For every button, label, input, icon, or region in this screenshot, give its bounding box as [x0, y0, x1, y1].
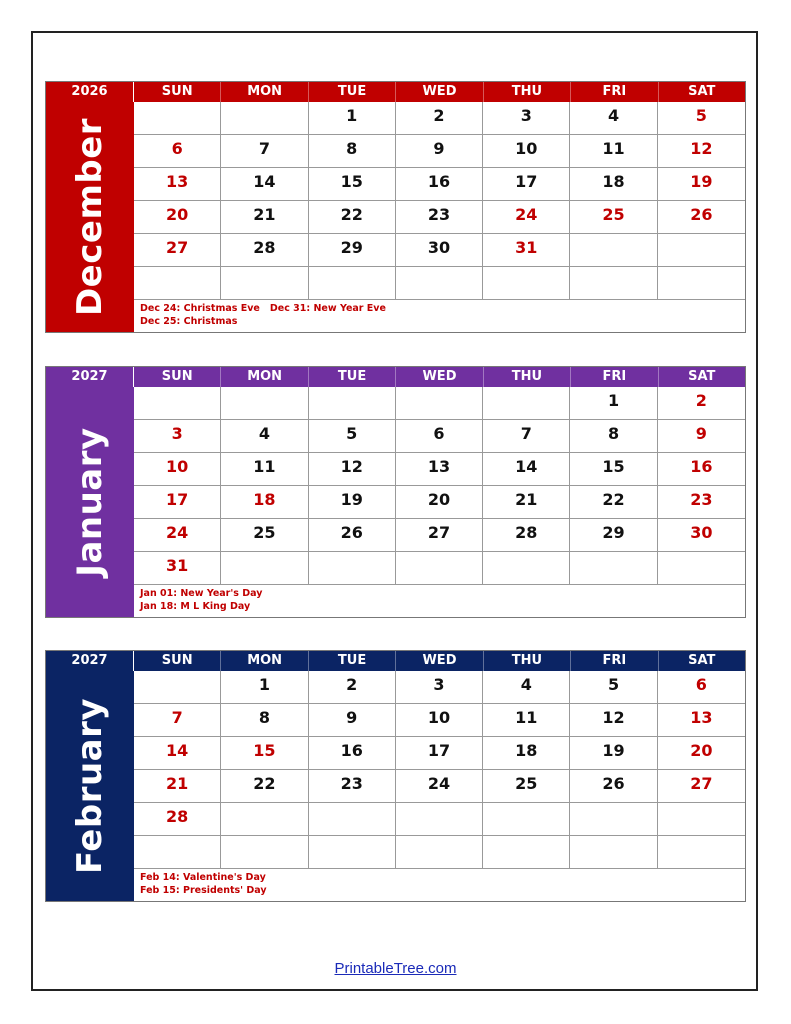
day-cell: 23: [396, 201, 483, 234]
day-cell: 14: [221, 168, 308, 201]
holiday-notes: [134, 300, 745, 332]
empty-day-cell: [570, 552, 657, 585]
day-cell: 25: [570, 201, 657, 234]
day-cell: 4: [221, 420, 308, 453]
month-sidebar: [46, 102, 134, 332]
holiday-note: Feb 15: Presidents' Day: [140, 885, 267, 896]
day-cell: 1: [309, 102, 396, 135]
day-cell: 11: [570, 135, 657, 168]
day-cell: 20: [396, 486, 483, 519]
weekday-header: THU: [484, 82, 571, 102]
day-cell: 31: [134, 552, 221, 585]
weekday-header: THU: [484, 651, 571, 671]
weekday-header: MON: [221, 82, 308, 102]
day-cell: 27: [658, 770, 745, 803]
calendar-header: [46, 651, 745, 671]
day-cell: 9: [396, 135, 483, 168]
empty-day-cell: [309, 803, 396, 836]
empty-day-cell: [570, 267, 657, 300]
day-cell: 16: [658, 453, 745, 486]
empty-day-cell: [221, 267, 308, 300]
calendar-january: [45, 366, 746, 618]
month-sidebar: [46, 387, 134, 617]
day-cell: 19: [570, 737, 657, 770]
day-cell: 2: [658, 387, 745, 420]
day-cell: 7: [221, 135, 308, 168]
empty-day-cell: [483, 552, 570, 585]
calendar-header: [46, 82, 745, 102]
empty-day-cell: [570, 803, 657, 836]
day-cell: 21: [483, 486, 570, 519]
month-name: December: [70, 117, 110, 317]
empty-day-cell: [221, 102, 308, 135]
holiday-notes: [134, 869, 745, 901]
empty-day-cell: [658, 803, 745, 836]
day-cell: 2: [309, 671, 396, 704]
weekday-header: FRI: [571, 651, 658, 671]
year-label: 2026: [46, 82, 134, 102]
day-cell: 26: [309, 519, 396, 552]
day-cell: 28: [221, 234, 308, 267]
year-label: 2027: [46, 367, 134, 387]
empty-day-cell: [483, 836, 570, 869]
day-cell: 20: [134, 201, 221, 234]
empty-day-cell: [221, 836, 308, 869]
empty-day-cell: [396, 552, 483, 585]
day-cell: 5: [658, 102, 745, 135]
empty-day-cell: [309, 267, 396, 300]
day-cell: 26: [570, 770, 657, 803]
day-cell: 5: [309, 420, 396, 453]
day-cell: 1: [221, 671, 308, 704]
day-cell: 18: [221, 486, 308, 519]
empty-day-cell: [483, 267, 570, 300]
weekday-header: SUN: [134, 651, 221, 671]
day-cell: 4: [483, 671, 570, 704]
holiday-note: Dec 24: Christmas Eve: [140, 303, 260, 314]
day-cell: 11: [483, 704, 570, 737]
empty-day-cell: [396, 267, 483, 300]
day-grid: [134, 387, 745, 585]
day-cell: 3: [396, 671, 483, 704]
day-cell: 10: [134, 453, 221, 486]
day-grid: [134, 102, 745, 300]
day-cell: 24: [396, 770, 483, 803]
empty-day-cell: [134, 671, 221, 704]
day-cell: 12: [570, 704, 657, 737]
day-cell: 30: [396, 234, 483, 267]
day-cell: 16: [309, 737, 396, 770]
day-cell: 18: [570, 168, 657, 201]
empty-day-cell: [570, 836, 657, 869]
weekday-header: SAT: [659, 367, 745, 387]
day-cell: 5: [570, 671, 657, 704]
day-cell: 15: [309, 168, 396, 201]
empty-day-cell: [483, 803, 570, 836]
day-cell: 23: [658, 486, 745, 519]
weekday-header: THU: [484, 367, 571, 387]
day-cell: 12: [658, 135, 745, 168]
day-cell: 29: [309, 234, 396, 267]
empty-day-cell: [221, 387, 308, 420]
weekday-header: MON: [221, 367, 308, 387]
month-name: February: [70, 697, 110, 875]
weekday-header: WED: [396, 82, 483, 102]
day-cell: 10: [483, 135, 570, 168]
day-cell: 21: [134, 770, 221, 803]
day-cell: 22: [221, 770, 308, 803]
empty-day-cell: [134, 387, 221, 420]
weekday-header: WED: [396, 651, 483, 671]
day-cell: 17: [483, 168, 570, 201]
empty-day-cell: [483, 387, 570, 420]
day-cell: 21: [221, 201, 308, 234]
empty-day-cell: [134, 267, 221, 300]
holiday-note: Dec 31: New Year Eve: [269, 303, 386, 314]
weekday-header: WED: [396, 367, 483, 387]
empty-day-cell: [658, 267, 745, 300]
day-cell: 19: [309, 486, 396, 519]
day-cell: 20: [658, 737, 745, 770]
weekday-header: TUE: [309, 367, 396, 387]
day-cell: 22: [309, 201, 396, 234]
calendar-header: [46, 367, 745, 387]
day-cell: 7: [134, 704, 221, 737]
day-cell: 28: [134, 803, 221, 836]
day-cell: 13: [396, 453, 483, 486]
day-cell: 10: [396, 704, 483, 737]
calendar-february: [45, 650, 746, 902]
day-cell: 7: [483, 420, 570, 453]
day-cell: 3: [483, 102, 570, 135]
empty-day-cell: [221, 552, 308, 585]
day-cell: 6: [396, 420, 483, 453]
day-cell: 25: [483, 770, 570, 803]
day-cell: 6: [134, 135, 221, 168]
empty-day-cell: [396, 836, 483, 869]
day-cell: 26: [658, 201, 745, 234]
day-cell: 28: [483, 519, 570, 552]
day-cell: 18: [483, 737, 570, 770]
weekday-header: FRI: [571, 82, 658, 102]
day-grid: [134, 671, 745, 869]
day-cell: 13: [134, 168, 221, 201]
empty-day-cell: [309, 836, 396, 869]
holiday-note: Jan 18: M L King Day: [140, 601, 251, 612]
day-cell: 15: [570, 453, 657, 486]
year-label: 2027: [46, 651, 134, 671]
footer-link[interactable]: PrintableTree.com: [334, 960, 457, 977]
day-cell: 17: [396, 737, 483, 770]
day-cell: 8: [309, 135, 396, 168]
day-cell: 8: [570, 420, 657, 453]
day-cell: 14: [483, 453, 570, 486]
holiday-note: Jan 01: New Year's Day: [140, 588, 263, 599]
day-cell: 17: [134, 486, 221, 519]
weekday-header: TUE: [309, 651, 396, 671]
weekday-header: FRI: [571, 367, 658, 387]
empty-day-cell: [309, 387, 396, 420]
empty-day-cell: [396, 803, 483, 836]
day-cell: 4: [570, 102, 657, 135]
empty-day-cell: [221, 803, 308, 836]
holiday-notes: [134, 585, 745, 617]
day-cell: 6: [658, 671, 745, 704]
day-cell: 27: [134, 234, 221, 267]
weekday-header: SAT: [659, 651, 745, 671]
day-cell: 19: [658, 168, 745, 201]
holiday-note: Feb 14: Valentine's Day: [140, 872, 266, 883]
month-name: January: [70, 427, 110, 577]
empty-day-cell: [658, 552, 745, 585]
day-cell: 9: [658, 420, 745, 453]
day-cell: 22: [570, 486, 657, 519]
month-sidebar: [46, 671, 134, 901]
day-cell: 12: [309, 453, 396, 486]
empty-day-cell: [570, 234, 657, 267]
weekday-header: SUN: [134, 367, 221, 387]
day-cell: 11: [221, 453, 308, 486]
day-cell: 16: [396, 168, 483, 201]
weekday-header: TUE: [309, 82, 396, 102]
day-cell: 30: [658, 519, 745, 552]
empty-day-cell: [309, 552, 396, 585]
day-cell: 31: [483, 234, 570, 267]
calendar-december: [45, 81, 746, 333]
day-cell: 3: [134, 420, 221, 453]
day-cell: 14: [134, 737, 221, 770]
day-cell: 13: [658, 704, 745, 737]
day-cell: 24: [483, 201, 570, 234]
day-cell: 29: [570, 519, 657, 552]
day-cell: 25: [221, 519, 308, 552]
day-cell: 15: [221, 737, 308, 770]
holiday-note: Dec 25: Christmas: [140, 316, 238, 327]
day-cell: 1: [570, 387, 657, 420]
day-cell: 2: [396, 102, 483, 135]
day-cell: 24: [134, 519, 221, 552]
weekday-header: MON: [221, 651, 308, 671]
empty-day-cell: [658, 234, 745, 267]
day-cell: 8: [221, 704, 308, 737]
weekday-header: SUN: [134, 82, 221, 102]
empty-day-cell: [134, 102, 221, 135]
empty-day-cell: [396, 387, 483, 420]
weekday-header: SAT: [659, 82, 745, 102]
day-cell: 9: [309, 704, 396, 737]
day-cell: 27: [396, 519, 483, 552]
empty-day-cell: [658, 836, 745, 869]
empty-day-cell: [134, 836, 221, 869]
day-cell: 23: [309, 770, 396, 803]
